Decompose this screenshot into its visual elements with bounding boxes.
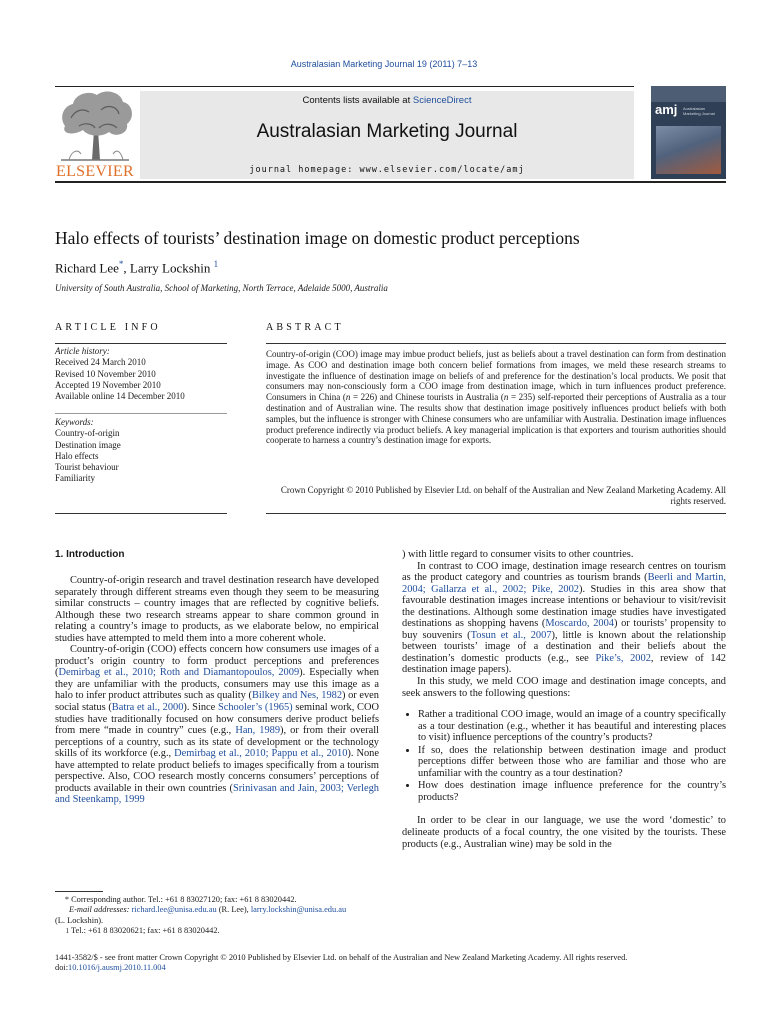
abstract-rule bbox=[266, 343, 726, 344]
paragraph: Country-of-origin research and travel destination research have developed separately through different streams even though they seem to be measuring similar constructs – country images that are reflected by cognitive beliefs. Although these two research streams appear to share common ground in relating a country’s image to products, as we elaborate below, no empirical studies have attempted to meld them into a more coherent whole. bbox=[55, 575, 379, 644]
cover-band bbox=[651, 86, 726, 102]
history-item: Accepted 19 November 2010 bbox=[55, 379, 161, 390]
footnotes bbox=[55, 895, 385, 937]
text-run: ). Especially when they are unfamiliar with the products, consumers may use this image as a halo to infer product attributes such as quality ( bbox=[55, 667, 379, 702]
abstract-copyright: Crown Copyright © 2010 Published by Elsevier Ltd. on behalf of the Australian and New Zealand Marketing Academy. All rights reserved. bbox=[280, 485, 726, 507]
paragraph: In order to be clear in our language, we use the word ‘domestic’ to delineate products of a focal country, the one visited by the tourists. These products (e.g., Australian wine) may be sold in the bbox=[402, 815, 726, 850]
research-questions bbox=[402, 709, 726, 803]
journal-cover bbox=[651, 86, 726, 179]
elsevier-wordmark: ELSEVIER bbox=[56, 163, 134, 180]
footnote bbox=[55, 926, 385, 936]
email-label: E-mail addresses: bbox=[69, 905, 130, 915]
info-bottom-rule bbox=[55, 513, 227, 514]
text-run: ) or even social status ( bbox=[55, 690, 379, 714]
footnote-text: Corresponding author. Tel.: +61 8 83027120; fax: +61 8 83020442. bbox=[71, 895, 297, 904]
article-info-heading: ARTICLE INFO bbox=[55, 322, 161, 333]
footnote-text: (R. Lee), bbox=[216, 905, 251, 915]
text-run: ) or tourists’ propensity to buy souvenirs ( bbox=[402, 618, 726, 641]
journal-title: Australasian Marketing Journal bbox=[256, 121, 518, 142]
elsevier-logo bbox=[55, 88, 135, 180]
cover-label: amj bbox=[655, 102, 678, 117]
citation-link[interactable]: Beerli and Martin, 2004; Gallarza et al., 2002; Pike, 2002 bbox=[402, 572, 726, 595]
contents-prefix: Contents lists available at bbox=[302, 95, 413, 106]
citation-link[interactable]: Batra et al., 2000 bbox=[111, 702, 184, 714]
keyword: Familiarity bbox=[55, 473, 95, 484]
doi-link[interactable]: 10.1016/j.ausmj.2010.11.004 bbox=[68, 963, 166, 973]
left-column bbox=[55, 575, 379, 806]
citation-link[interactable]: Moscardo, 2004 bbox=[545, 618, 614, 630]
author-separator: , bbox=[123, 260, 130, 276]
cover-subtitle: Australasian Marketing Journal bbox=[683, 106, 715, 116]
abstract-text-part: Country-of-origin (COO) image may imbue product beliefs, just as beliefs about a travel destination can form from destination image. As COO and destination image both concern belief formations from images, we meld these research streams to investigate the influence of destination image on beliefs of and preference for the destination’s local products. We posit that consumers may non-consciously form a COO image from destination image, which in turn influences product preference. Consumers in China ( bbox=[266, 349, 726, 403]
text-run: ), or from their overall perceptions of a country, such as its state of development or the technology skills of its workforce (e.g., bbox=[55, 725, 379, 760]
paragraph bbox=[55, 644, 379, 806]
author-list bbox=[55, 259, 218, 276]
question-item: • Rather a traditional COO image, would an image of a country specifically as a tour destination (e.g., whether it has beautiful and interesting places to visit) influence perceptions of the country’s products? bbox=[418, 709, 726, 744]
tree-icon bbox=[55, 88, 135, 162]
masthead bbox=[140, 91, 634, 179]
question-item: • If so, does the relationship between destination image and product perceptions differ between those who are familiar and those who are unfamiliar with the country as a tour destination? bbox=[418, 745, 726, 780]
citation-link[interactable]: Tosun et al., 2007 bbox=[470, 629, 552, 641]
history-item: Available online 14 December 2010 bbox=[55, 391, 185, 402]
footnote-mark: * bbox=[64, 895, 69, 904]
keyword: Destination image bbox=[55, 439, 121, 450]
footnote-text: Tel.: +61 8 83020621; fax: +61 8 83020442. bbox=[70, 926, 220, 936]
keywords-rule bbox=[55, 413, 227, 414]
header-rule bbox=[55, 86, 634, 87]
text-run: Country-of-origin (COO) effects concern how consumers use images of a product’s origin country to form product perceptions and preferences ( bbox=[55, 644, 379, 679]
right-column bbox=[402, 549, 726, 850]
footnote-mark[interactable]: 1 bbox=[213, 259, 219, 269]
email-link[interactable]: richard.lee@unisa.edu.au bbox=[131, 905, 217, 915]
journal-citation[interactable]: Australasian Marketing Journal 19 (2011) 7–13 bbox=[290, 59, 478, 69]
history-item: Received 24 March 2010 bbox=[55, 357, 146, 368]
abstract-body bbox=[266, 349, 726, 446]
journal-homepage[interactable]: journal homepage: www.elsevier.com/locate/amj bbox=[249, 165, 525, 175]
text-run: ). Studies in this area show that favourable destination images increase intentions or behaviour to visit/revisit the destinations. Although some destination image studies have investigated destinations as shopping havens ( bbox=[402, 583, 726, 630]
text-run: In contrast to COO image, destination image research centres on tourism as the product category and countries as tourism brands ( bbox=[402, 560, 726, 584]
author-name[interactable]: Richard Lee bbox=[55, 260, 119, 276]
sample-size-var: n bbox=[345, 392, 351, 403]
text-run: ). None have attempted to relate product beliefs to images specifically from a tourism perspective. Also, COO research mostly concerns consumers’ perceptions of products available in their own countries ( bbox=[55, 748, 379, 794]
abstract-text-part: = 226) and Chinese tourists in Australia ( bbox=[350, 392, 504, 403]
affiliation: University of South Australia, School of Marketing, North Terrace, Adelaide 5000, Australia bbox=[55, 283, 388, 293]
corresponding-mark[interactable]: * bbox=[118, 259, 124, 269]
history-label: Article history: bbox=[55, 346, 110, 356]
citation-link[interactable]: Srinivasan and Jain, 2003; Verlegh and Steenkamp, 1999 bbox=[55, 782, 379, 806]
article-history bbox=[55, 346, 227, 402]
email-link[interactable]: larry.lockshin@unisa.edu.au bbox=[250, 905, 347, 915]
keywords-block bbox=[55, 417, 227, 485]
paper-title: Halo effects of tourists’ destination image on domestic product perceptions bbox=[55, 228, 580, 248]
text-run: ), little is known about the relationship between tourists’ image of a destination and their beliefs about the destination’s domestic products (e.g., see bbox=[402, 629, 726, 664]
citation-link[interactable]: Demirbag et al., 2010; Pappu et al., 2010 bbox=[174, 748, 348, 760]
footnote bbox=[55, 905, 385, 915]
author-name[interactable]: Larry Lockshin bbox=[129, 260, 211, 276]
paragraph bbox=[402, 561, 726, 676]
paragraph: In this study, we meld COO image and destination image concepts, and seek answers to the following questions: bbox=[402, 676, 726, 699]
text-run: , review of 142 destination image papers). bbox=[402, 652, 726, 676]
keyword: Tourist behaviour bbox=[55, 462, 119, 473]
keywords-label: Keywords: bbox=[55, 417, 94, 427]
section-heading: 1. Introduction bbox=[55, 549, 125, 560]
sample-size-var: n bbox=[503, 392, 509, 403]
citation-link[interactable]: Demirbag et al., 2010; Roth and Diamantopoulos, 2009 bbox=[58, 667, 300, 679]
abstract-bottom-rule bbox=[266, 513, 726, 514]
cover-image bbox=[656, 126, 721, 174]
footnote bbox=[55, 895, 385, 905]
bottom-info bbox=[55, 953, 735, 974]
citation-link[interactable]: Schooler’s (1965) bbox=[217, 702, 293, 714]
history-item: Revised 10 November 2010 bbox=[55, 368, 156, 379]
abstract-heading: ABSTRACT bbox=[266, 322, 344, 333]
keyword: Country-of-origin bbox=[55, 428, 120, 439]
text-run: seminal work, COO studies have traditionally focused on how consumers derive product beliefs from mere “made in country” cues (e.g., bbox=[55, 702, 379, 737]
abstract-text-part: = 235) self-reported their perceptions of Australia as a tour destination and of Australian wine. The results show that destination image positively influences product beliefs with both samples, but the influence is stronger with Chinese consumers who are unfamiliar with Australia. Destination image influences product preference indirectly via product beliefs. A key managerial implication is that exporters and tourism authorities should cooperate to harness a country’s destination image for exports. bbox=[266, 392, 726, 446]
footnote-rule bbox=[55, 891, 103, 892]
doi-prefix: doi: bbox=[55, 963, 69, 973]
paragraph: ) with little regard to consumer visits to other countries. bbox=[402, 549, 634, 560]
question-item: • How does destination image influence preference for the country’s products? bbox=[418, 780, 726, 803]
sciencedirect-link[interactable]: ScienceDirect bbox=[412, 95, 472, 106]
doi-line bbox=[55, 963, 735, 973]
citation-link[interactable]: Bilkey and Nes, 1982 bbox=[251, 690, 343, 702]
footnote: (L. Lockshin). bbox=[55, 915, 104, 925]
info-rule bbox=[55, 343, 227, 344]
citation-link[interactable]: Han, 1989 bbox=[235, 725, 281, 737]
keyword: Halo effects bbox=[55, 450, 99, 461]
masthead-rule bbox=[55, 181, 726, 183]
contents-line bbox=[140, 95, 634, 106]
issn-line: 1441-3582/$ - see front matter Crown Copyright © 2010 Published by Elsevier Ltd. on behalf of the Australian and New Zealand Marketing Academy. All rights reserved. bbox=[55, 953, 628, 962]
citation-link[interactable]: Pike’s, 2002 bbox=[595, 652, 651, 664]
text-run: ). Since bbox=[183, 702, 218, 714]
footnote-mark: 1 bbox=[65, 927, 69, 936]
